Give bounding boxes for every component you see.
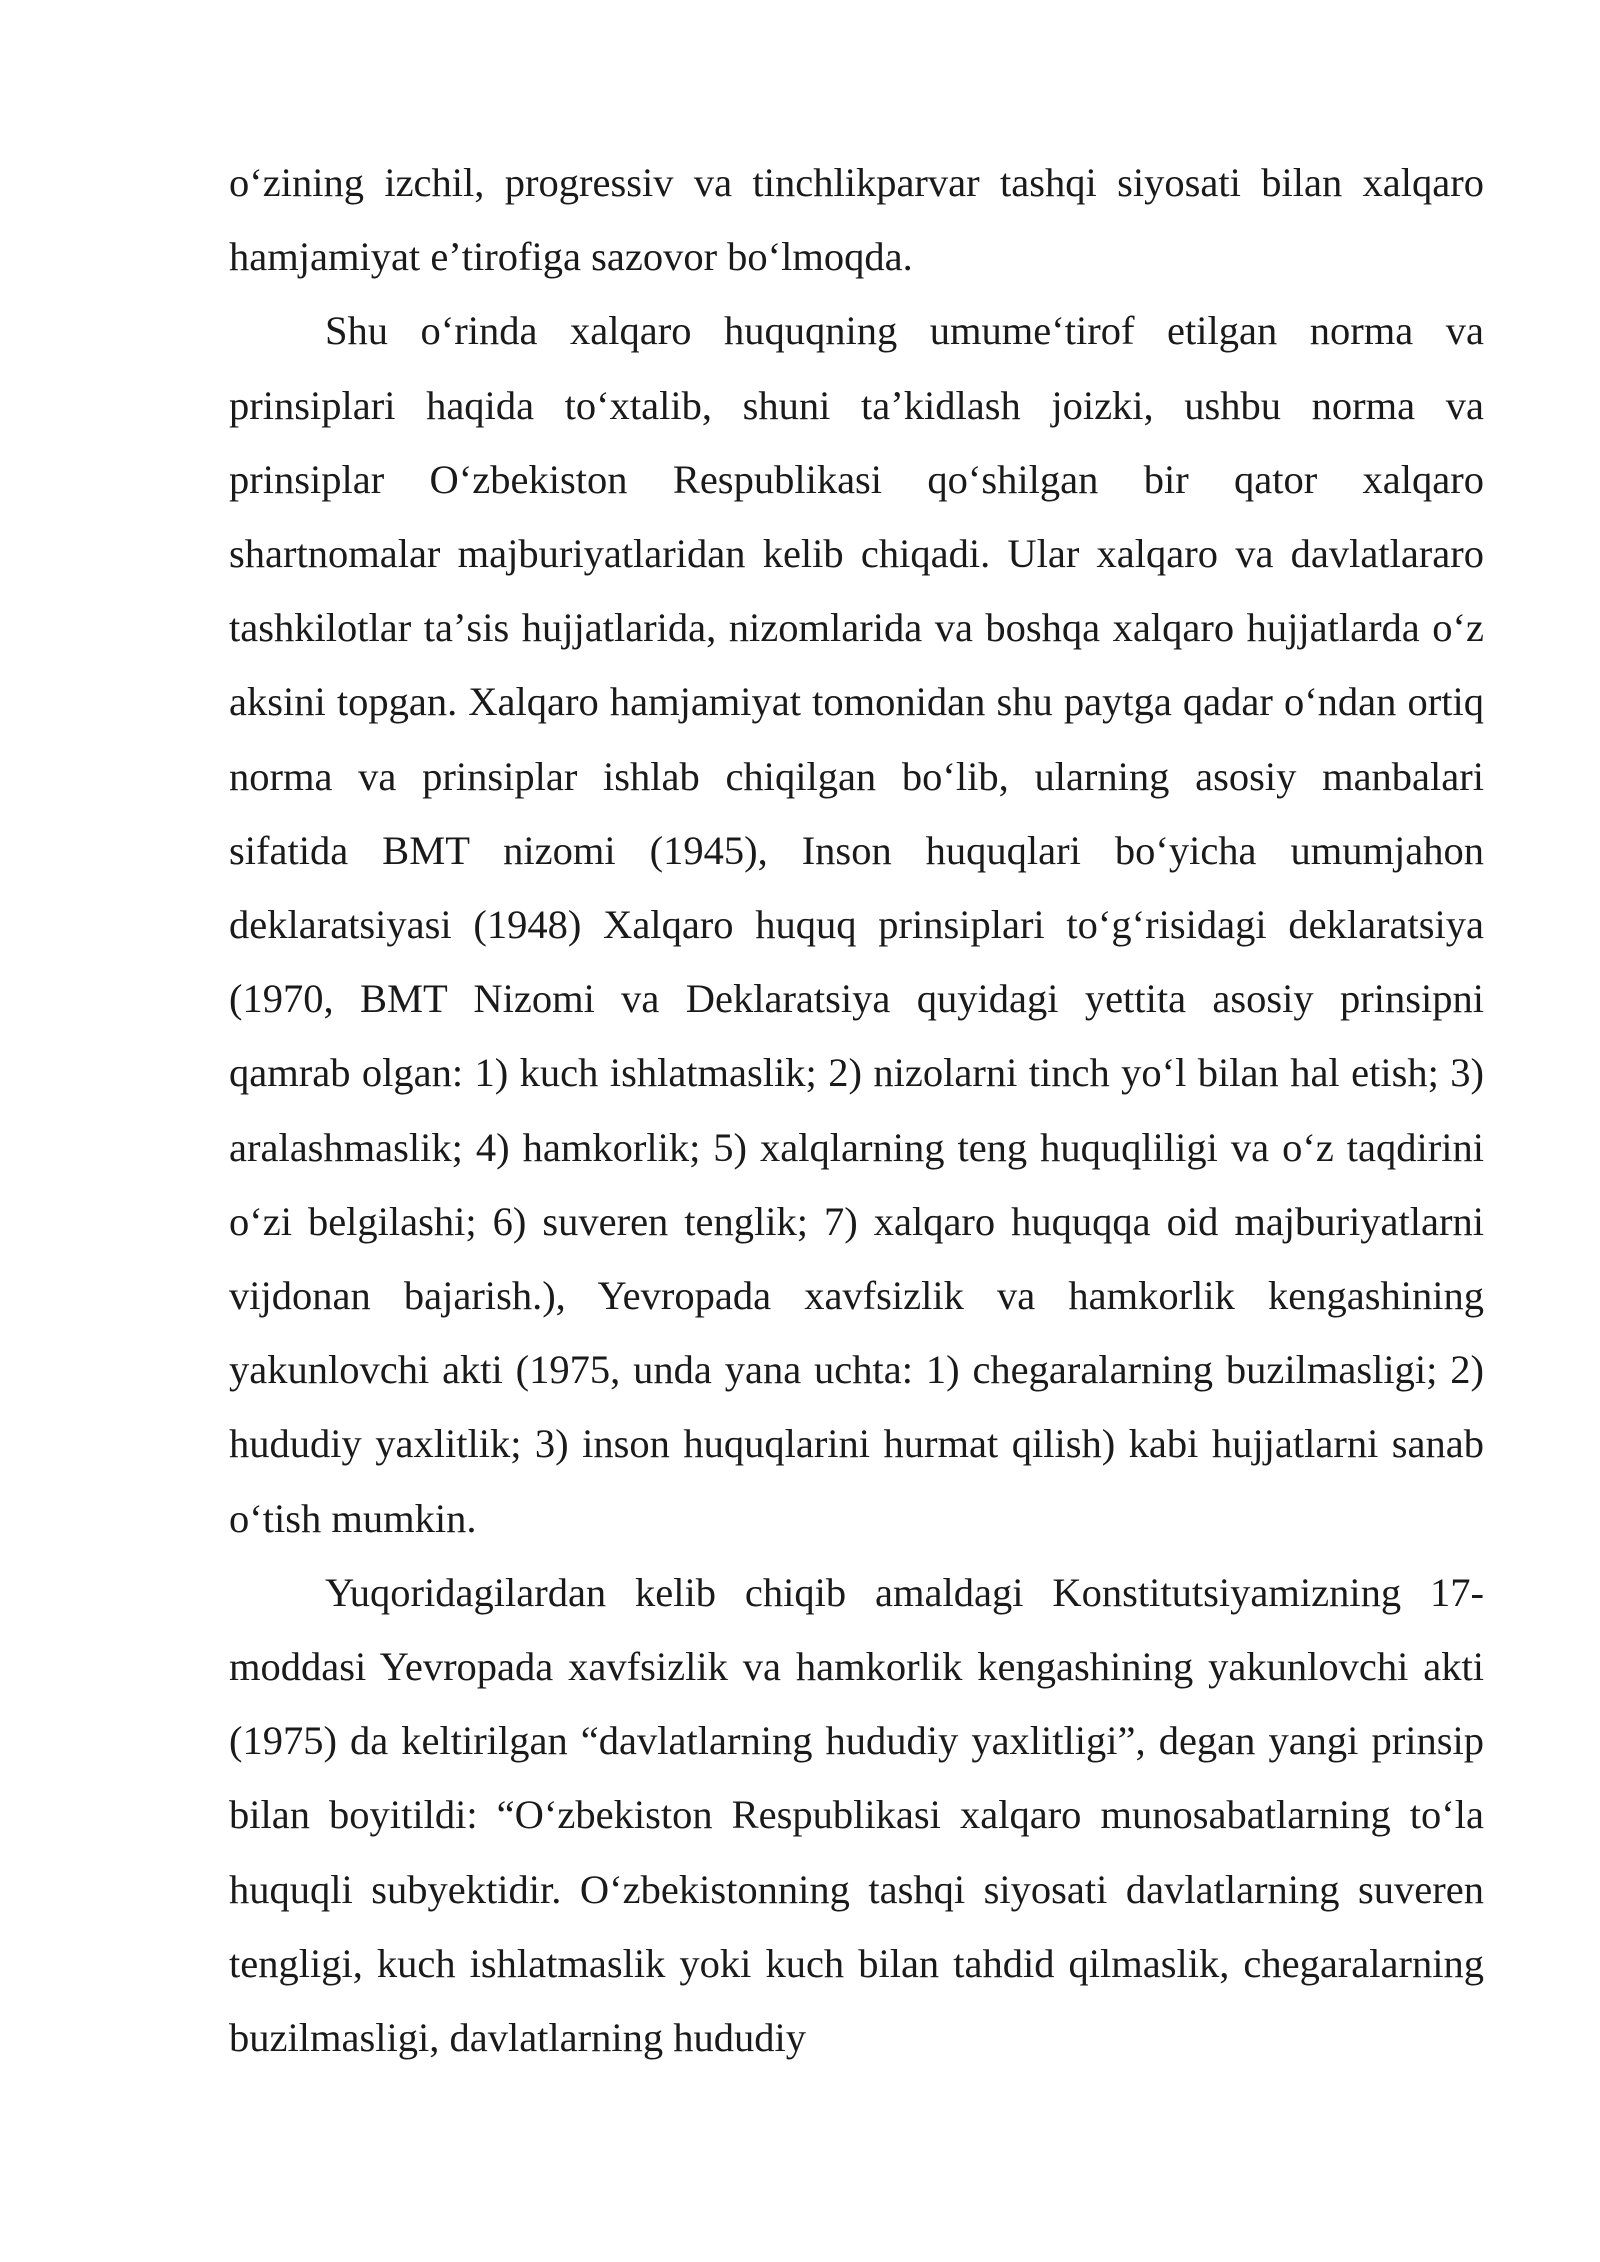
paragraph-constitution-article-17: Yuqoridagilardan kelib chiqib amaldagi Konstitutsiyamizning 17-moddasi Yevropada xavfsizlik va hamkorlik kengashining yakunlovchi akti (1975) da keltirilgan “davlatlarning hududiy yaxlitligi”, degan yangi prinsip bilan boyitildi: “Oʻzbekiston Respublikasi xalqaro munosabatlarning toʻla huquqli subyektidir. Oʻzbekistonning tashqi siyosati davlatlarning suveren tengligi, kuch ishlatmaslik yoki kuch bilan tahdid qilmaslik, chegaralarning buzilmasligi, davlatlarning hududiy bbox=[229, 1569, 1484, 2061]
paragraph-international-law-principles: Shu oʻrinda xalqaro huquqning umumeʻtirof etilgan norma va prinsiplari haqida toʻxtalib, shuni taʼkidlash joizki, ushbu norma va prinsiplar Oʻzbekiston Respublikasi qoʻshilgan bir qator xalqaro shartnomalar majburiyatlaridan kelib chiqadi. Ular xalqaro va davlatlararo tashkilotlar taʼsis hujjatlarida, nizomlarida va boshqa xalqaro hujjatlarda oʻz aksini topgan. Xalqaro hamjamiyat tomonidan shu paytga qadar oʻndan ortiq norma va prinsiplar ishlab chiqilgan boʻlib, ularning asosiy manbalari sifatida BMT nizomi (1945), Inson huquqlari boʻyicha umumjahon deklaratsiyasi (1948) Xalqaro huquq prinsiplari toʻgʻrisidagi deklaratsiya (1970, BMT Nizomi va Deklaratsiya quyidagi yettita asosiy prinsipni qamrab olgan: 1) kuch ishlatmaslik; 2) nizolarni tinch yoʻl bilan hal etish; 3) aralashmaslik; 4) hamkorlik; 5) xalqlarning teng huquqliligi va oʻz taqdirini oʻzi belgilashi; 6) suveren tenglik; 7) xalqaro huquqqa oid majburiyatlarni vijdonan bajarish.), Yevropada xavfsizlik va hamkorlik kengashining yakunlovchi akti (1975, unda yana uchta: 1) chegaralarning buzilmasligi; 2) hududiy yaxlitlik; 3) inson huquqlarini hurmat qilish) kabi hujjatlarni sanab oʻtish mumkin. bbox=[229, 308, 1484, 1541]
body-text bbox=[229, 146, 1484, 2075]
paragraph-continuation: oʻzining izchil, progressiv va tinchlikparvar tashqi siyosati bilan xalqaro hamjamiyat eʼtirofiga sazovor boʻlmoqda. bbox=[229, 160, 1484, 280]
